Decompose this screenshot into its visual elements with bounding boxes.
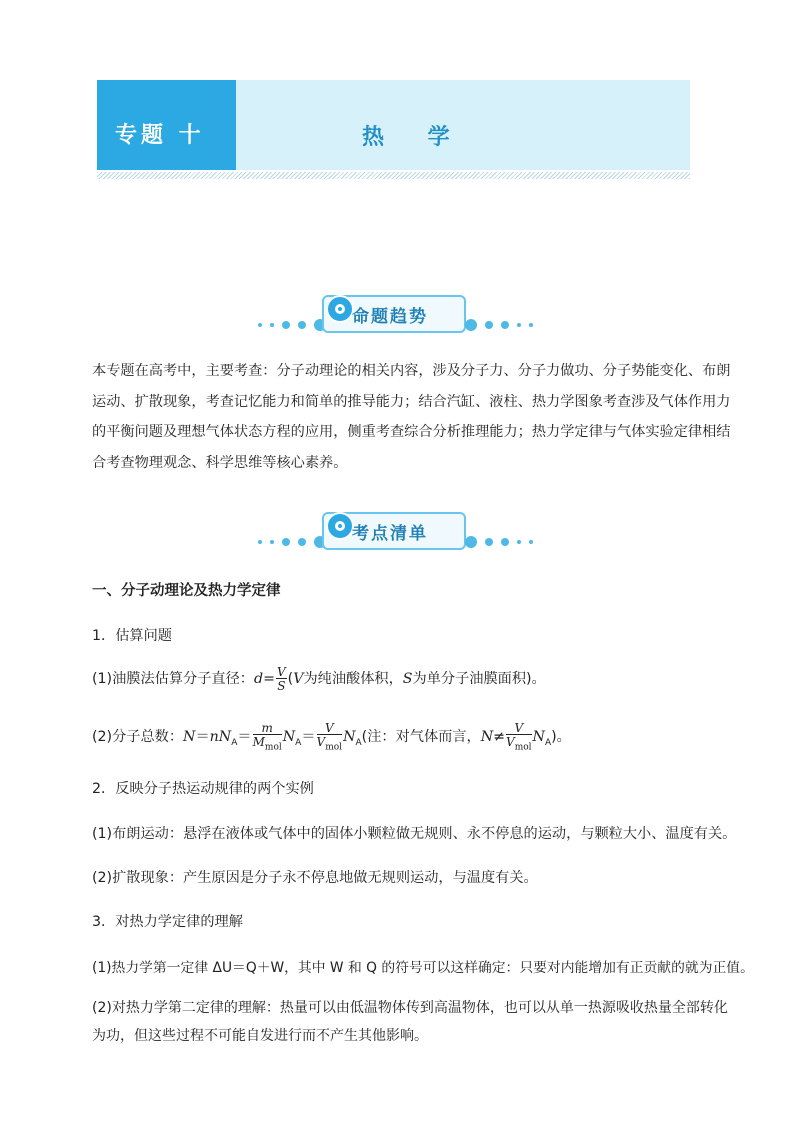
subsection-title: 2．反映分子热运动规律的两个实例 (92, 781, 314, 797)
badge-title: 考点清单 (352, 524, 428, 544)
decor-dots-left (258, 536, 326, 548)
subsection-title: 3．对热力学定律的理解 (92, 914, 243, 930)
section-heading: 一、分子动理论及热力学定律 (92, 583, 281, 599)
list-item: (1)热力学第一定律 ΔU＝Q＋W，其中 W 和 Q 的符号可以这样确定：只要对内能增加有正贡献的就为正值。 (92, 960, 754, 976)
list-item: (1)布朗运动：悬浮在液体或气体中的固体小颗粒做无规则、永不停息的运动，与颗粒大小、温度有关。 (92, 826, 737, 842)
intro-paragraph: 本专题在高考中，主要考查：分子动理论的相关内容，涉及分子力、分子力做功、分子势能变化、布朗运动、扩散现象，考查记忆能力和简单的推导能力；结合汽缸、液柱、热力学图象考查涉及气体作用力的平衡问题及理想气体状态方程的应用，侧重考查综合分析推理能力；热力学定律与气体实验定律相结合考查物理观念、科学思维等核心素养。 (92, 363, 731, 471)
fraction: $\frac{V}{V_{mol}}$ (506, 721, 532, 753)
decor-dots-right (465, 319, 533, 331)
decor-dots-right (465, 536, 533, 548)
decor-dots-left (258, 319, 326, 331)
banner-label-block (97, 80, 236, 170)
section-badge-points (250, 510, 550, 555)
badge-box (322, 295, 466, 333)
eye-icon (326, 512, 354, 540)
eye-icon (326, 295, 354, 323)
fraction: $\frac{V}{S}$ (276, 665, 286, 693)
formula-line-diameter: (1)油膜法估算分子直径：d= $\frac{V}{S}$ (V为纯油酸体积，S为单分子油膜面积)。 (92, 665, 546, 693)
badge-title: 命题趋势 (352, 307, 428, 327)
section-badge-trend (250, 293, 550, 338)
formula-line-count: (2)分子总数：$N=nN_A=$ $\frac{m}{M_{mol}}$ $N_A=$ $\frac{V}{V_{mol}}$ $N_A$(注：对气体而言，N≠ $\frac{V}{V_{mol}}$ $N_A$)。 (92, 721, 571, 753)
banner-stripe (97, 172, 690, 179)
fraction: $\frac{V}{V_{mol}}$ (316, 721, 343, 753)
fraction: $\frac{m}{M_{mol}}$ (252, 721, 282, 753)
header-banner (97, 80, 690, 170)
list-item: (2)扩散现象：产生原因是分子永不停息地做无规则运动，与温度有关。 (92, 870, 538, 886)
list-item: (2)对热力学第二定律的理解：热量可以由低温物体传到高温物体，也可以从单一热源吸收热量全部转化为功，但这些过程不可能自发进行而不产生其他影响。 (92, 1000, 728, 1044)
topic-title: 热 学 (362, 124, 468, 150)
badge-box (322, 512, 466, 550)
subsection-title: 1．估算问题 (92, 628, 172, 644)
topic-label: 专题 十 (115, 122, 205, 148)
